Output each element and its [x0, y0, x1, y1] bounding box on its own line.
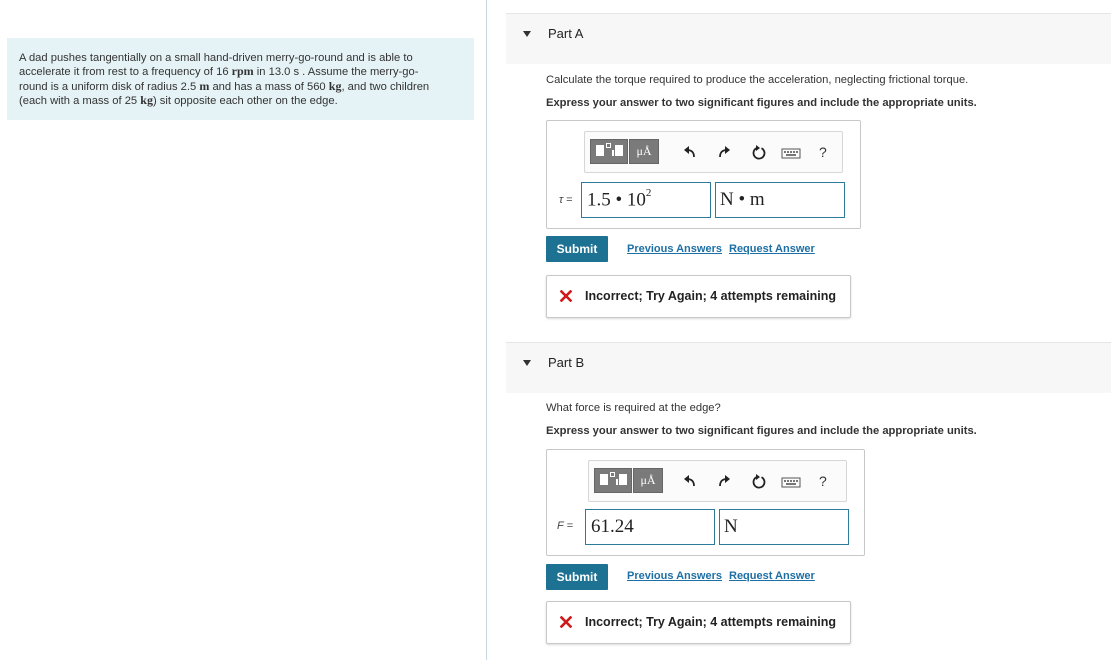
problem-line: A dad pushes tangentially on a small hand-driven merry-go-round and is able to: [19, 52, 413, 64]
part-b-header[interactable]: [506, 342, 1111, 393]
incorrect-x-icon: [560, 290, 572, 302]
part-a-answer-box: [546, 120, 861, 229]
part-b-request-answer-link[interactable]: Request Answer: [729, 570, 815, 582]
part-a-instruction: Express your answer to two significant figures and include the appropriate units.: [546, 97, 977, 109]
problem-line: round is a uniform disk of radius 2.5 m and has a mass of 560 kg, and two children: [19, 78, 430, 93]
collapse-caret-icon[interactable]: [523, 360, 531, 366]
reset-icon[interactable]: [750, 473, 768, 491]
part-a-submit-button[interactable]: Submit: [546, 236, 608, 262]
redo-icon[interactable]: [715, 144, 733, 162]
force-value-input[interactable]: 61.24: [585, 509, 715, 545]
torque-value-input[interactable]: 1.5 • $10^2$: [581, 182, 711, 218]
part-a-previous-answers-link[interactable]: Previous Answers: [627, 243, 722, 255]
force-label: F =: [557, 520, 574, 532]
part-a-header[interactable]: [506, 13, 1111, 64]
part-a-title: Part A: [548, 26, 584, 41]
part-b-previous-answers-link[interactable]: Previous Answers: [627, 570, 722, 582]
part-b-question: What force is required at the edge?: [546, 402, 721, 414]
feedback-message: Incorrect; Try Again; 4 attempts remaining: [585, 289, 836, 303]
force-unit-input[interactable]: N: [719, 509, 849, 545]
units-icon[interactable]: μÅ: [633, 468, 663, 493]
problem-statement: [7, 38, 474, 120]
torque-label: τ =: [559, 194, 573, 206]
templates-icon[interactable]: [594, 468, 632, 493]
help-icon[interactable]: ?: [819, 144, 827, 160]
keyboard-icon[interactable]: [781, 473, 801, 491]
problem-pane: [0, 0, 486, 660]
part-a-feedback: [546, 275, 851, 318]
problem-line: (each with a mass of 25 kg) sit opposite each other on the edge.: [19, 92, 338, 107]
undo-icon[interactable]: [681, 473, 699, 491]
part-a-question: Calculate the torque required to produce the acceleration, neglecting frictional torque.: [546, 74, 969, 86]
part-b-feedback: [546, 601, 851, 644]
part-b-submit-button[interactable]: Submit: [546, 564, 608, 590]
part-a-request-answer-link[interactable]: Request Answer: [729, 243, 815, 255]
feedback-message: Incorrect; Try Again; 4 attempts remaining: [585, 615, 836, 629]
part-b-title: Part B: [548, 355, 585, 370]
units-icon[interactable]: μÅ: [629, 139, 659, 164]
part-b-answer-box: [546, 449, 865, 556]
reset-icon[interactable]: [750, 144, 768, 162]
collapse-caret-icon[interactable]: [523, 31, 531, 37]
part-b-instruction: Express your answer to two significant figures and include the appropriate units.: [546, 425, 977, 437]
templates-icon[interactable]: [590, 139, 628, 164]
math-toolbar: [584, 131, 843, 173]
torque-unit-input[interactable]: N • m: [715, 182, 845, 218]
help-icon[interactable]: ?: [819, 473, 827, 489]
problem-line: accelerate it from rest to a frequency of 16 rpm in 13.0 s . Assume the merry-go-: [19, 64, 419, 79]
pane-divider: [486, 0, 487, 660]
math-toolbar: [588, 460, 847, 502]
redo-icon[interactable]: [715, 473, 733, 491]
incorrect-x-icon: [560, 616, 572, 628]
keyboard-icon[interactable]: [781, 144, 801, 162]
undo-icon[interactable]: [681, 144, 699, 162]
